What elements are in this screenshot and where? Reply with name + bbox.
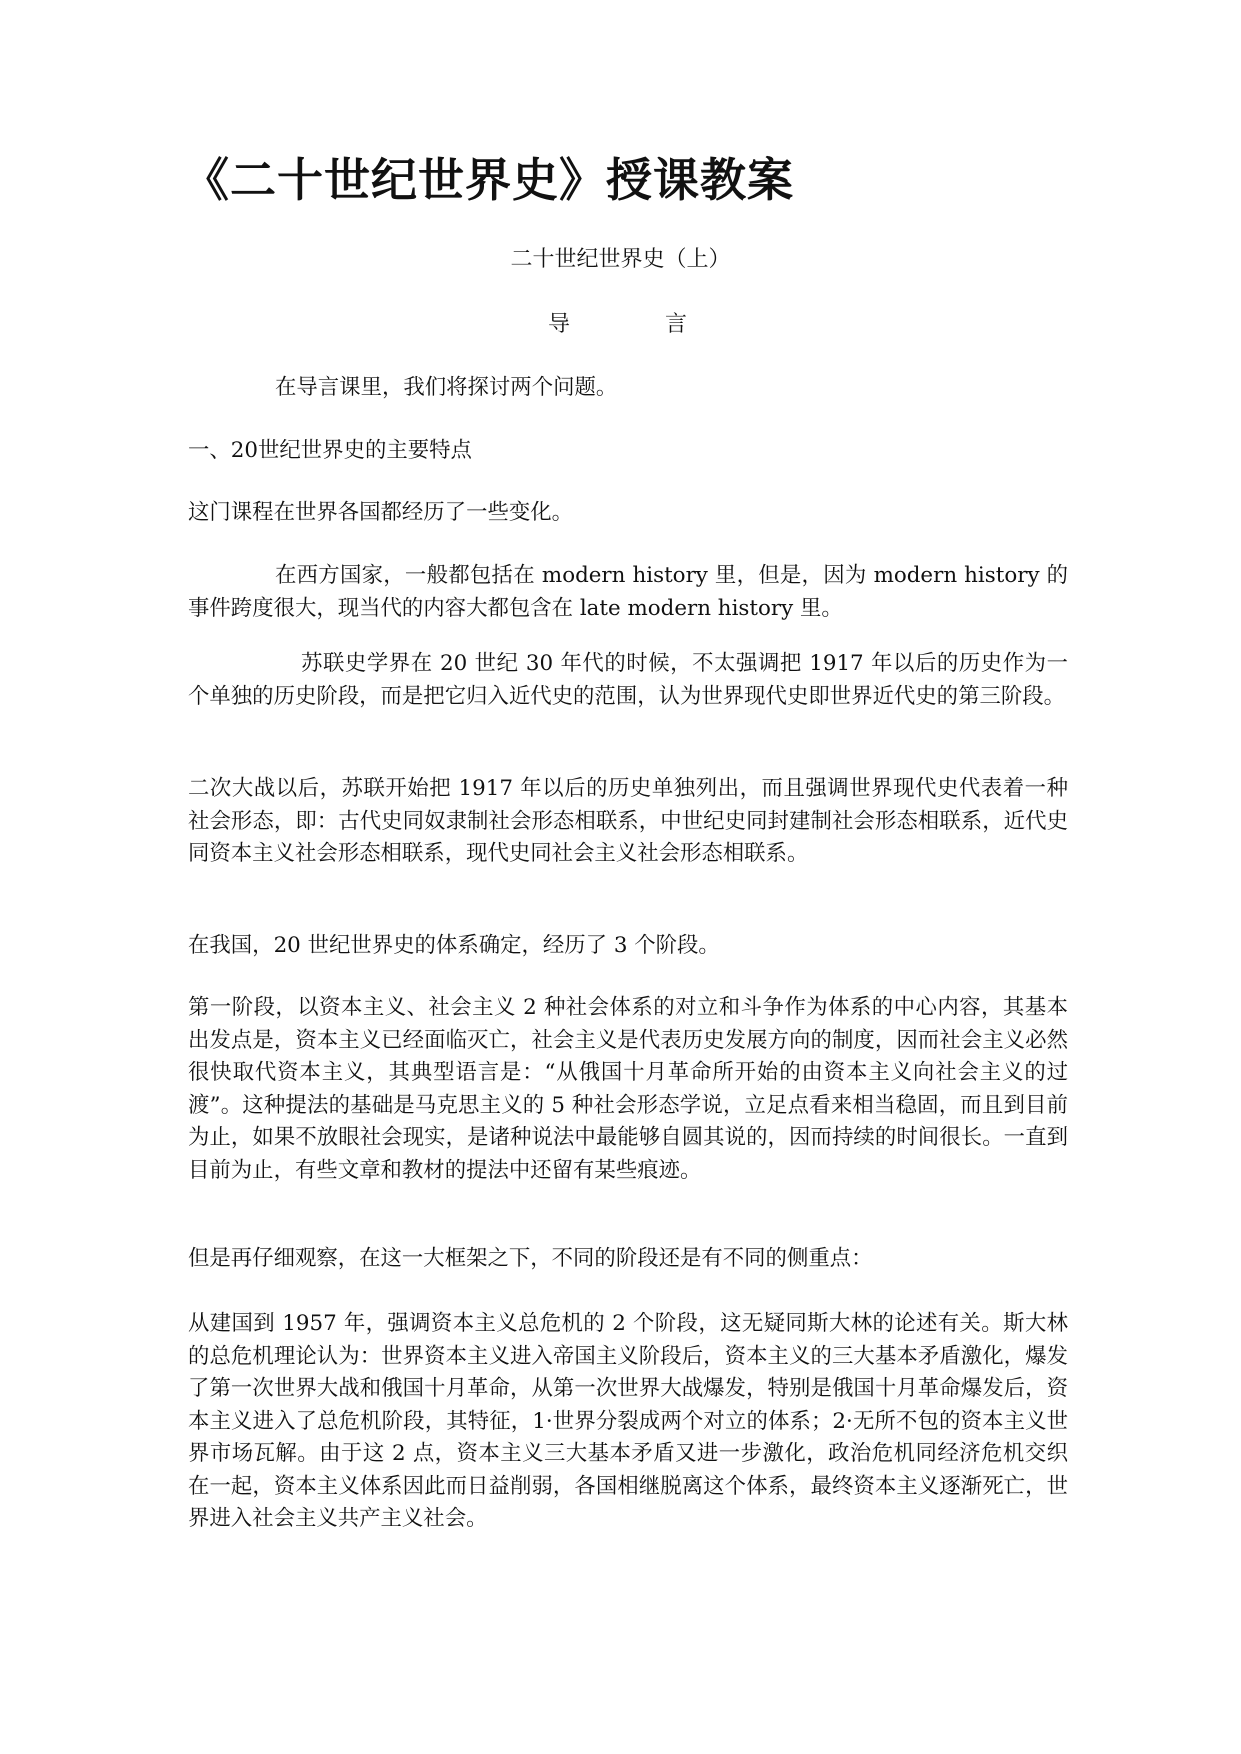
document-title: 《二十世纪世界史》授课教案 xyxy=(183,153,794,207)
paragraph-first-stage: 第一阶段，以资本主义、社会主义 2 种社会体系的对立和斗争作为体系的中心内容，其基本出发点是，资本主义已经面临灭亡，社会主义是代表历史发展方向的制度，因而社会主义必然很快取代资本主义，其典型语言是：“从俄国十月革命所开始的由资本主义向社会主义的过渡”。这种提法的基础是马克思主义的 5 种社会形态学说，立足点看来相当稳固，而且到目前为止，如果不放眼社会现实，是诸种说法中最能够自圆其说的，因而持续的时间很长。一直到目前为止，有些文章和教材的提法中还留有某些痕迹。 xyxy=(188,995,1068,1183)
section-heading-introduction xyxy=(548,309,687,341)
paragraph-course-change: 这门课程在世界各国都经历了一些变化。 xyxy=(188,500,574,525)
paragraph-soviet-historiography: 苏联史学界在 20 世纪 30 年代的时候，不太强调把 1917 年以后的历史作为一个单独的历史阶段，而是把它归入近代史的范围，认为世界现代史即世界近代史的第三阶段。 xyxy=(188,651,1068,709)
paragraph-china-stages: 在我国，20 世纪世界史的体系确定，经历了 3 个阶段。 xyxy=(188,933,720,958)
paragraph-postwar: 二次大战以后，苏联开始把 1917 年以后的历史单独列出，而且强调世界现代史代表着一种社会形态，即：古代史同奴隶制社会形态相联系，中世纪史同封建制社会形态相联系，近代史同资本主义社会形态相联系，现代史同社会主义社会形态相联系。 xyxy=(188,776,1068,866)
section-heading-part-2: 言 xyxy=(665,312,688,337)
subheading-main-features: 一、20世纪世界史的主要特点 xyxy=(188,438,472,463)
document-subtitle: 二十世纪世界史（上） xyxy=(510,247,731,272)
paragraph-intro: 在导言课里，我们将探讨两个问题。 xyxy=(275,375,618,400)
paragraph-western-countries: 在西方国家，一般都包括在 modern history 里，但是，因为 modern history 的事件跨度很大，现当代的内容大都包含在 late modern history 里。 xyxy=(188,563,1068,621)
section-heading-part-1: 导 xyxy=(548,312,571,337)
paragraph-closer-look: 但是再仔细观察，在这一大框架之下，不同的阶段还是有不同的侧重点： xyxy=(188,1246,873,1271)
paragraph-to-1957: 从建国到 1957 年，强调资本主义总危机的 2 个阶段，这无疑同斯大林的论述有关。斯大林的总危机理论认为：世界资本主义进入帝国主义阶段后，资本主义的三大基本矛盾激化，爆发了第一次世界大战和俄国十月革命，从第一次世界大战爆发，特别是俄国十月革命爆发后，资本主义进入了总危机阶段，其特征，1·世界分裂成两个对立的体系；2·无所不包的资本主义世界市场瓦解。由于这 2 点，资本主义三大基本矛盾又进一步激化，政治危机同经济危机交织在一起，资本主义体系因此而日益削弱，各国相继脱离这个体系，最终资本主义逐渐死亡，世界进入社会主义共产主义社会。 xyxy=(188,1311,1068,1531)
